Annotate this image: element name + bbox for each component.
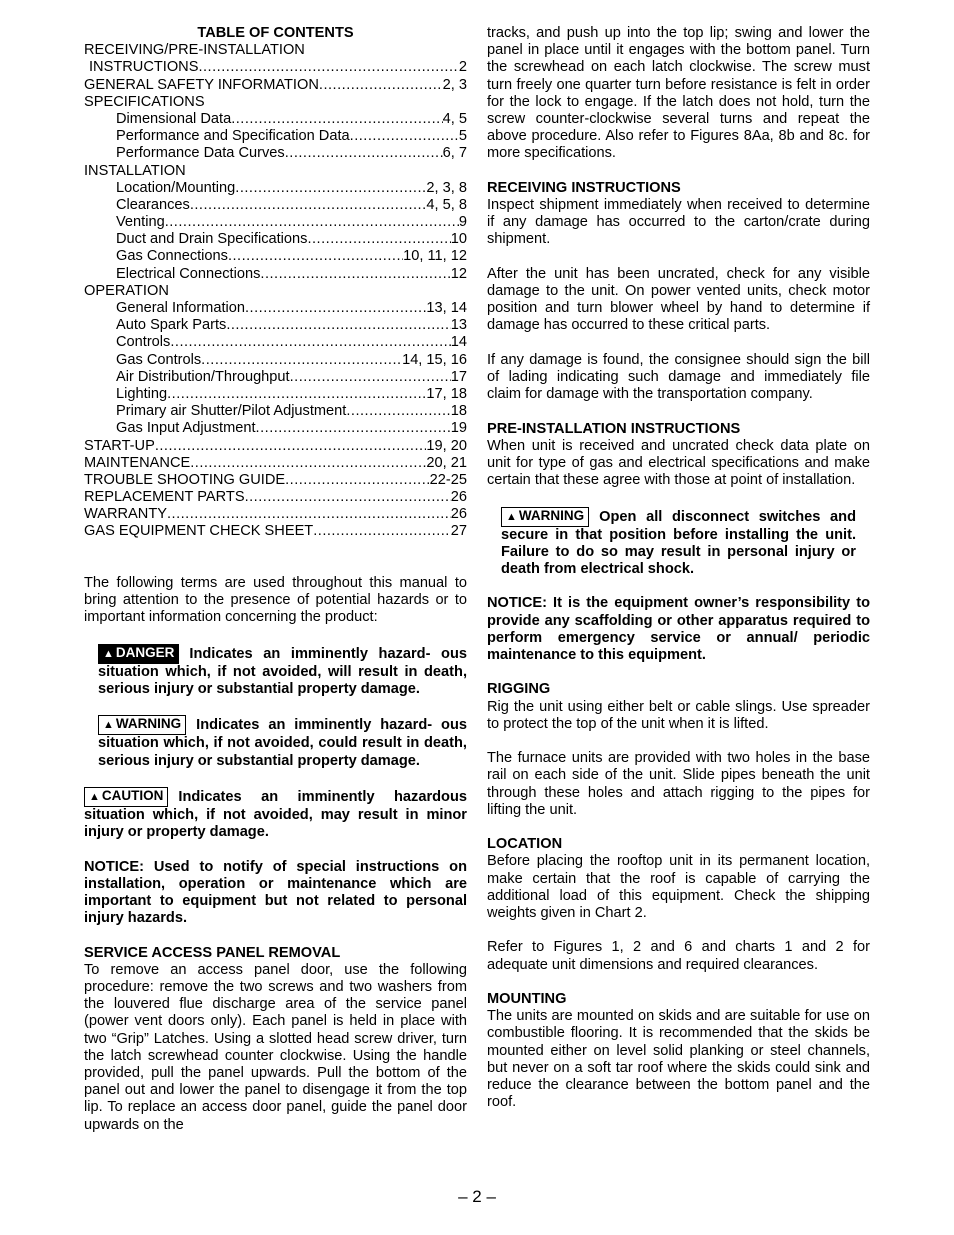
toc-leader-dots — [165, 214, 459, 231]
toc-section: SPECIFICATIONS — [84, 93, 205, 110]
toc-entry-label: TROUBLE SHOOTING GUIDE — [84, 471, 286, 488]
toc-entry — [84, 197, 467, 214]
toc-entry — [84, 352, 467, 369]
warning-badge: ▲ WARNING — [98, 715, 186, 735]
toc-entry — [84, 59, 467, 76]
toc-entry — [84, 214, 467, 231]
toc-section: RECEIVING/PRE-INSTALLATION — [84, 42, 305, 59]
toc-leader-dots — [350, 128, 459, 145]
toc-entry — [84, 455, 467, 472]
caution-text: Indicates an imminently hazardous situation which, if not avoided, may result in minor injury or property damage. — [84, 789, 467, 841]
intro-paragraph: The following terms are used throughout this manual to bring attention to the presence of potential hazards or to important information concerning the product: — [84, 575, 467, 626]
toc-entry-page: 9 — [458, 214, 467, 231]
toc-entry-label: Location/Mounting — [116, 179, 236, 196]
toc-entry-page: 13, 14 — [426, 300, 467, 317]
toc-entry — [84, 77, 467, 94]
toc-entry-page: 27 — [450, 523, 467, 540]
warning-triangle-icon: ▲ — [103, 647, 114, 660]
toc-entry — [84, 386, 467, 403]
toc-entry — [84, 111, 467, 128]
toc-entry-label: Clearances — [116, 196, 190, 213]
toc-entry-page: 26 — [450, 506, 467, 523]
toc-entry — [84, 145, 467, 162]
toc-entry-page: 10, 11, 12 — [403, 248, 467, 265]
toc-entry — [84, 420, 467, 437]
toc-entry — [84, 403, 467, 420]
warning-triangle-icon: ▲ — [103, 719, 114, 732]
pre-install-warning-text: Open all disconnect switches and secure in that position before installing the unit. Failure to do so may result in personal injury or death from electrical shock. — [501, 508, 856, 578]
caution-badge: ▲ CAUTION — [84, 787, 168, 807]
toc-entry-label: WARRANTY — [84, 506, 167, 523]
toc-entry-label: Venting — [116, 214, 165, 231]
toc-entry-label: Primary air Shutter/Pilot Adjustment — [116, 403, 347, 420]
toc-entry-page: 2, 3, 8 — [426, 179, 467, 196]
toc-entry-page: 5 — [458, 128, 467, 145]
mounting-heading: MOUNTING — [487, 991, 567, 1007]
toc-entry — [84, 472, 467, 489]
notice-definition: NOTICE: Used to notify of special instructions on installation, operation or maintenance which are important to equipment but not related to personal injury hazards. — [84, 858, 467, 927]
service-panel-heading: SERVICE ACCESS PANEL REMOVAL — [84, 944, 341, 961]
toc-leader-dots — [319, 77, 443, 94]
notice-owner: NOTICE: It is the equipment owner’s responsibility to provide any scaffolding or other apparatus required to perform emergency service or annual/ periodic maintenance to this equipment. — [487, 595, 870, 664]
toc-entry — [84, 506, 467, 523]
toc-entry-page: 19, 20 — [426, 437, 467, 454]
toc-entry — [84, 300, 467, 317]
location-p1: Before placing the rooftop unit in its permanent location, make certain that the roof is capable of carrying the additional load of this equipment. Check the shipping weights given in Chart 2. — [487, 853, 870, 922]
toc-leader-dots — [228, 248, 403, 265]
toc-entry-label: Duct and Drain Specifications — [116, 231, 308, 248]
receiving-p2: After the unit has been uncrated, check for any visible damage to the unit. On power vented units, check motor position and turn blower wheel by hand to determine if damage has occurred to these critical parts. — [487, 265, 870, 334]
toc-section: INSTALLATION — [84, 162, 186, 179]
toc-entry-label: Gas Connections — [116, 248, 228, 265]
rigging-heading: RIGGING — [487, 681, 551, 698]
toc-leader-dots — [226, 317, 450, 334]
toc-leader-dots — [245, 489, 451, 506]
toc-entry-page: 10 — [450, 231, 467, 248]
caution-definition — [84, 787, 467, 841]
toc-leader-dots — [235, 180, 426, 197]
toc-entry — [84, 180, 467, 197]
toc-entry-label: REPLACEMENT PARTS — [84, 489, 245, 506]
toc-entry-page: 20, 21 — [426, 454, 467, 471]
toc-entry-label: Auto Spark Parts — [116, 317, 227, 334]
toc-entry-label: Controls — [116, 334, 171, 351]
toc-entry-label: START-UP — [84, 437, 155, 454]
toc-leader-dots — [155, 438, 427, 455]
toc-entry-label: Air Distribution/Throughput — [116, 368, 290, 385]
warning-triangle-icon: ▲ — [89, 791, 100, 803]
pre-install-text: When unit is received and uncrated check data plate on unit for type of gas and electrical specifications and make certain that these agree with those at point of installation. — [487, 437, 870, 489]
toc-entry-page: 14 — [450, 334, 467, 351]
toc-leader-dots — [190, 197, 427, 214]
toc-entry — [84, 317, 467, 334]
toc-leader-dots — [290, 369, 451, 386]
toc-entry-label: INSTRUCTIONS — [89, 59, 199, 76]
warning-text: Indicates an imminently hazard- ous situation which, if not avoided, could result in death, serious injury or substantial property damage. — [98, 717, 467, 769]
toc-section: OPERATION — [84, 282, 169, 299]
toc-leader-dots — [231, 111, 442, 128]
receiving-p1: Inspect shipment immediately when received to determine if any damage has occurred to the carton/crate during shipment. — [487, 197, 870, 248]
toc-entry-page: 4, 5, 8 — [426, 196, 467, 213]
location-p2: Refer to Figures 1, 2 and 6 and charts 1 and 2 for adequate unit dimensions and required clearances. — [487, 939, 870, 973]
service-panel-continued: tracks, and push up into the top lip; swing and lower the panel in place until it engages with the bottom panel. Turn the screwhead on each latch clockwise. The screw must turn freely one quarter turn before resistance is felt in order for the lock to engage. If the latch does not hold, turn the screw counter-clockwise several turns and repeat the above procedure. Also refer to Figures 8Aa, 8b and 8c. for more specifications. — [487, 25, 870, 162]
toc-entry — [84, 266, 467, 283]
toc-entry-label: General Information — [116, 300, 245, 317]
toc-entry-label: Dimensional Data — [116, 110, 232, 127]
toc-entry-page: 2 — [458, 59, 467, 76]
toc-leader-dots — [285, 472, 430, 489]
toc-leader-dots — [170, 334, 450, 351]
toc-entry — [84, 523, 467, 540]
mounting-text: The units are mounted on skids and are suitable for use on combustible flooring. It is recommended that the skids be mounted either on level solid planking or steel channels, but never on a soft tar roof where the skids could sink and reduce the clearance between the bottom panel and the roof. — [487, 1008, 870, 1111]
toc-entry-label: Gas Controls — [116, 351, 202, 368]
toc-leader-dots — [285, 145, 443, 162]
warning-badge: ▲ WARNING — [501, 507, 589, 527]
toc-entry-page: 19 — [450, 420, 467, 437]
left-column — [84, 25, 467, 1134]
toc-entry-label: MAINTENANCE — [84, 454, 191, 471]
toc-entry-label: Lighting — [116, 385, 168, 402]
toc-entry-label: GAS EQUIPMENT CHECK SHEET — [84, 523, 314, 540]
warning-triangle-icon: ▲ — [506, 510, 517, 523]
toc-entry-page: 13 — [450, 317, 467, 334]
right-column — [487, 25, 870, 1111]
toc-leader-dots — [201, 352, 402, 369]
toc-leader-dots — [245, 300, 426, 317]
service-panel-text: To remove an access panel door, use the following procedure: remove the two screws and two washers from the louvered flue discharge area of the service panel (power vent doors only). Each panel is held in place with two “Grip” Latches. Using a slotted head screw driver, turn the latch screwhead counter clockwise. Using the handle provided, pull the panel upwards. Pull the bottom of the panel out and lower the panel to disengage it from the top lip. To replace an access door panel, guide the panel door upwards on the — [84, 961, 467, 1133]
page-number: – 2 – — [458, 1187, 496, 1206]
danger-badge: ▲ DANGER — [98, 644, 179, 664]
danger-definition — [98, 644, 467, 698]
toc-leader-dots — [190, 455, 426, 472]
pre-install-warning — [501, 507, 856, 579]
toc-entry-page: 22-25 — [429, 471, 467, 488]
toc-entry-label: GENERAL SAFETY INFORMATION — [84, 76, 319, 93]
rigging-p1: Rig the unit using either belt or cable slings. Use spreader to protect the top of the unit when it is lifted. — [487, 698, 870, 732]
toc-entry-page: 17, 18 — [426, 385, 467, 402]
toc-entry-page: 14, 15, 16 — [402, 351, 467, 368]
toc-entry-label: Gas Input Adjustment — [116, 420, 256, 437]
toc-entry — [84, 489, 467, 506]
warning-definition — [98, 715, 467, 769]
toc-entry-label: Performance and Specification Data — [116, 128, 350, 145]
toc-entry — [84, 438, 467, 455]
pre-install-heading: PRE-INSTALLATION INSTRUCTIONS — [487, 420, 741, 437]
toc-entry-label: Performance Data Curves — [116, 145, 285, 162]
toc-entry-page: 18 — [450, 403, 467, 420]
toc-entry — [84, 334, 467, 351]
toc-leader-dots — [167, 386, 426, 403]
toc-entry-page: 6, 7 — [442, 145, 467, 162]
receiving-heading: RECEIVING INSTRUCTIONS — [487, 179, 681, 196]
toc-entry — [84, 248, 467, 265]
rigging-p2: The furnace units are provided with two holes in the base rail on each side of the unit. Slide pipes beneath the unit through these holes and attach rigging to the pipes for lifting the unit. — [487, 750, 870, 818]
toc-entry — [84, 231, 467, 248]
toc-leader-dots — [198, 59, 458, 76]
table-of-contents — [84, 42, 467, 540]
toc-leader-dots — [313, 523, 451, 540]
toc-title: TABLE OF CONTENTS — [197, 25, 354, 41]
toc-entry — [84, 369, 467, 386]
toc-leader-dots — [167, 506, 451, 523]
toc-entry-page: 2, 3 — [442, 76, 467, 93]
location-heading: LOCATION — [487, 836, 563, 853]
toc-entry-page: 26 — [450, 489, 467, 506]
toc-leader-dots — [260, 266, 450, 283]
toc-entry-label: Electrical Connections — [116, 265, 261, 282]
toc-leader-dots — [307, 231, 450, 248]
danger-text: Indicates an imminently hazard- ous situation which, if not avoided, will result in death, serious injury or substantial property damage. — [98, 645, 467, 698]
toc-entry-page: 17 — [450, 368, 467, 385]
toc-leader-dots — [256, 420, 451, 437]
toc-entry-page: 4, 5 — [442, 110, 467, 127]
toc-leader-dots — [346, 403, 450, 420]
toc-entry — [84, 128, 467, 145]
toc-entry-page: 12 — [450, 265, 467, 282]
receiving-p3: If any damage is found, the consignee should sign the bill of lading indicating such damage and immediately file claim for damage with the transportation company. — [487, 351, 870, 403]
